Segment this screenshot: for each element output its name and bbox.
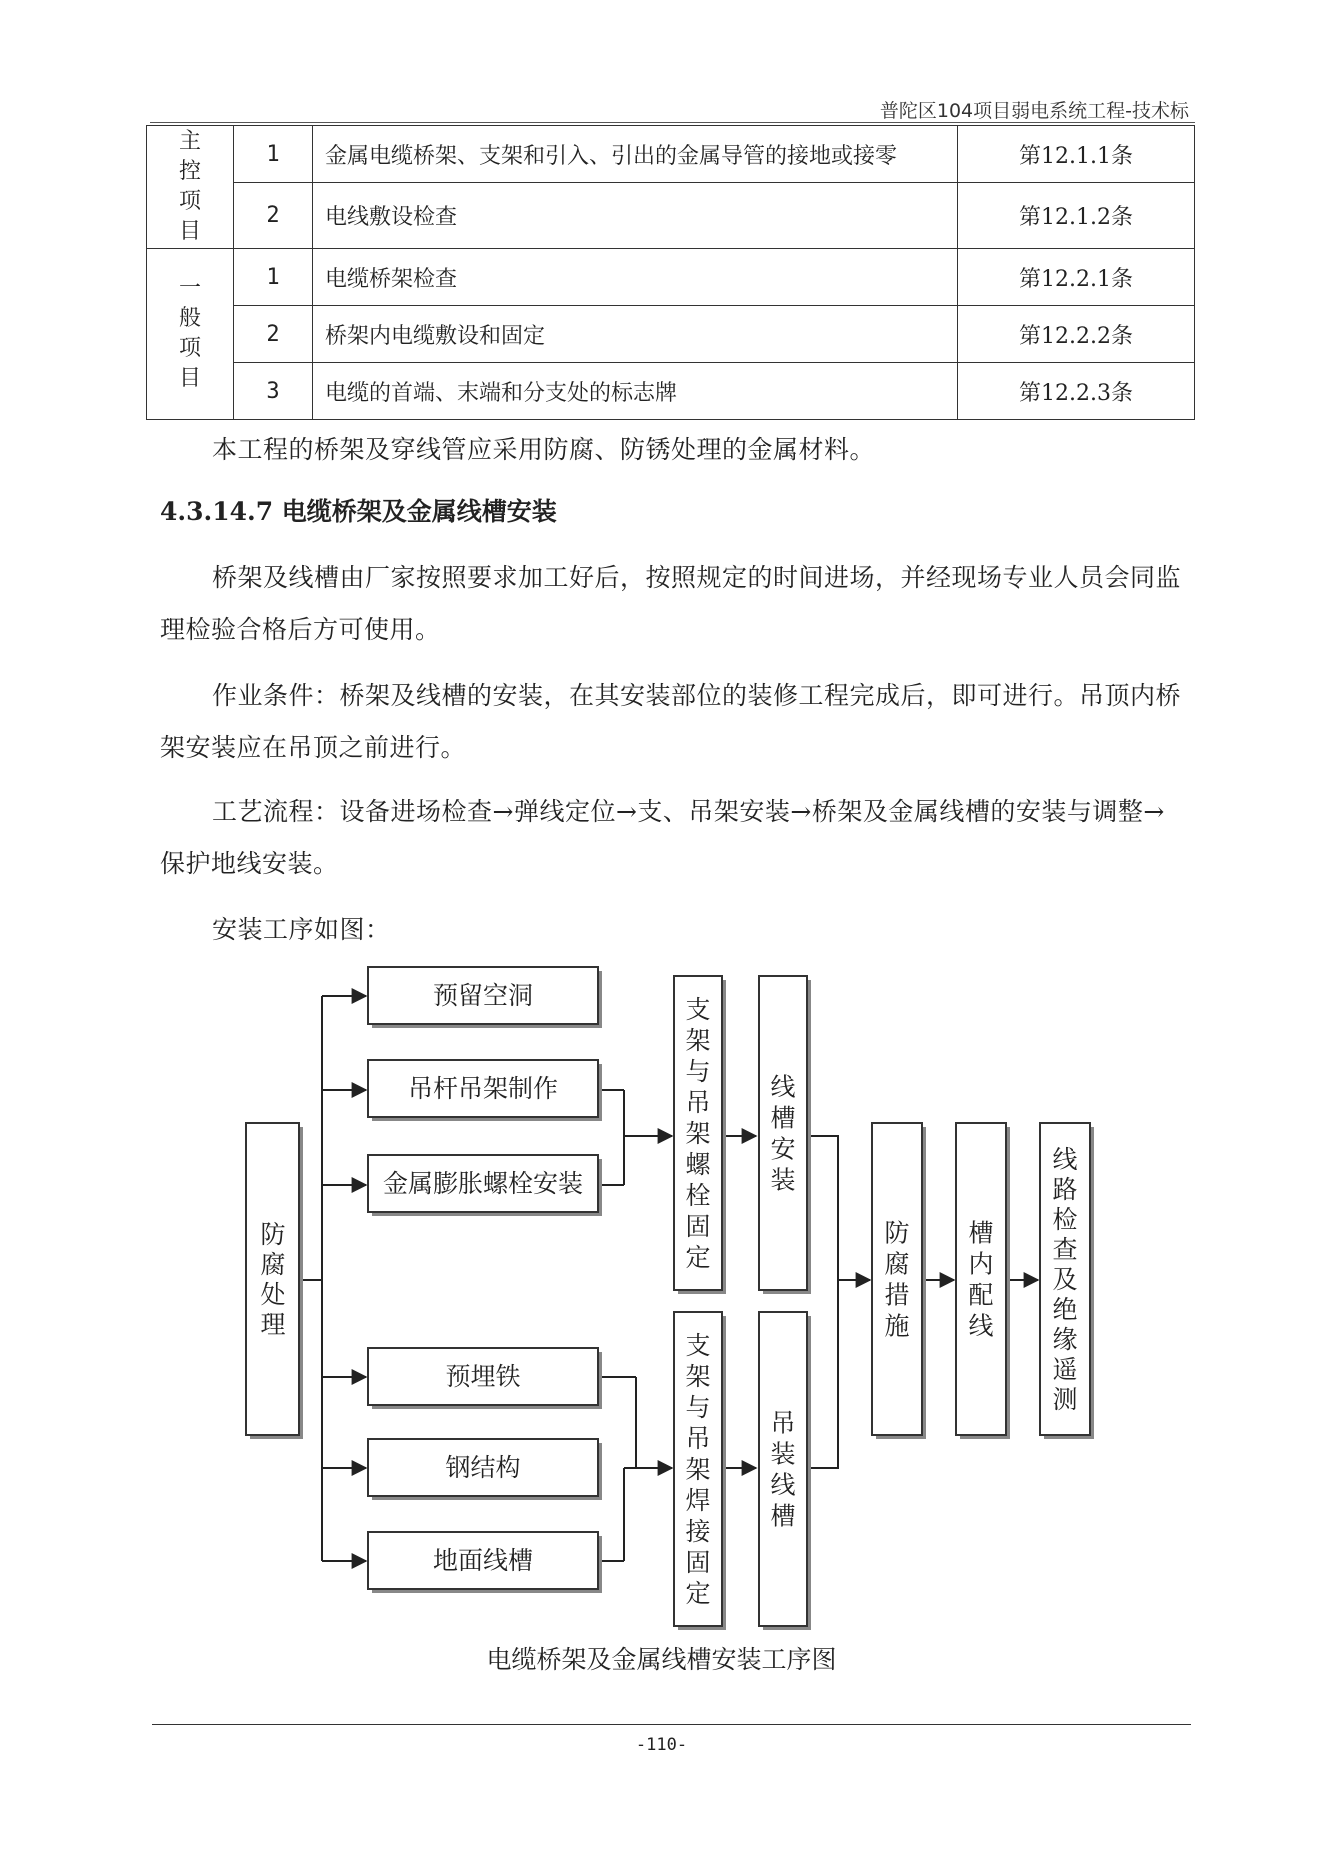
row-item: 电线敷设检查 (313, 183, 958, 249)
row-item: 桥架内电缆敷设和固定 (313, 306, 958, 363)
row-clause: 第12.2.2条 (958, 306, 1195, 363)
flow-box-insulation-test-label: 线路检查及绝缘遥测 (1052, 1145, 1078, 1414)
row-number: 2 (234, 183, 313, 249)
figure-caption: 电缆桥架及金属线槽安装工序图 (486, 1645, 837, 1674)
flow-box-hanger-fabrication (368, 1060, 602, 1121)
footer-divider (152, 1724, 1191, 1725)
group-char: 主 (178, 129, 201, 154)
flow-box-start (246, 1123, 303, 1439)
row-number: 1 (234, 249, 313, 306)
flow-box-label: 金属膨胀螺栓安装 (382, 1169, 584, 1198)
flow-box-label: 预埋铁 (445, 1362, 521, 1391)
paragraph-conditions: 作业条件：桥架及线槽的安装，在其安装部位的装修工程完成后，即可进行。吊顶内桥架安装应在吊顶之前进行。 (160, 681, 1182, 762)
flow-box-wiring-label: 槽内配线 (968, 1218, 994, 1341)
flow-box-anticorrosion-label: 防腐措施 (884, 1218, 910, 1341)
flow-box-expansion-bolt (368, 1155, 602, 1216)
flow-box-trunking-install-label: 线槽安装 (770, 1072, 796, 1195)
flow-box-label: 钢结构 (445, 1453, 521, 1482)
flow-box-reserved-hole (368, 967, 602, 1028)
group-char: 控 (178, 159, 201, 184)
group-char: 目 (178, 366, 201, 391)
row-number: 1 (234, 126, 313, 183)
flow-box-label: 预留空洞 (432, 981, 534, 1010)
flow-box-floor-trunking (368, 1532, 602, 1593)
flow-box-trunking-install (759, 976, 811, 1294)
flow-box-start-label: 防腐处理 (260, 1220, 286, 1339)
flow-box-anticorrosion (872, 1123, 926, 1439)
flow-box-weld-fixing-label: 支架与吊架焊接固定 (685, 1331, 711, 1608)
row-number: 2 (234, 306, 313, 363)
flow-box-insulation-test (1040, 1123, 1094, 1439)
row-number: 3 (234, 363, 313, 420)
paragraph-intro: 安装工序如图： (212, 915, 391, 944)
flow-box-steel-structure (368, 1439, 602, 1500)
flow-box-weld-fixing (674, 1312, 726, 1630)
row-item: 电缆的首端、末端和分支处的标志牌 (313, 363, 958, 420)
paragraph-delivery: 桥架及线槽由厂家按照要求加工好后，按照规定的时间进场，并经现场专业人员会同监理检验合格后方可使用。 (160, 563, 1182, 644)
flow-box-hoist-trunking-label: 吊装线槽 (770, 1408, 796, 1531)
row-item: 金属电缆桥架、支架和引入、引出的金属导管的接地或接零 (313, 126, 958, 183)
flow-box-bolt-fixing-label: 支架与吊架螺栓固定 (685, 995, 711, 1272)
paragraph-materials: 本工程的桥架及穿线管应采用防腐、防锈处理的金属材料。 (212, 435, 876, 464)
row-clause: 第12.2.3条 (958, 363, 1195, 420)
row-clause: 第12.1.1条 (958, 126, 1195, 183)
header-title: 普陀区104项目弱电系统工程-技术标 (879, 100, 1189, 122)
flow-box-label: 地面线槽 (432, 1546, 534, 1575)
row-clause: 第12.2.1条 (958, 249, 1195, 306)
group-char: 项 (178, 189, 201, 214)
flow-box-hoist-trunking (759, 1312, 811, 1630)
flow-box-label: 吊杆吊架制作 (407, 1074, 559, 1103)
group-char: 一 (178, 276, 201, 301)
group-char: 目 (178, 219, 201, 244)
flow-box-wiring (956, 1123, 1010, 1439)
flow-box-bolt-fixing (674, 976, 726, 1294)
page-number: -110- (635, 1735, 688, 1755)
paragraph-process: 工艺流程：设备进场检查→弹线定位→支、吊架安装→桥架及金属线槽的安装与调整→保护地线安装。 (160, 797, 1165, 878)
flow-box-embedded-iron (368, 1348, 602, 1409)
section-heading: 4.3.14.7 电缆桥架及金属线槽安装 (160, 497, 557, 526)
row-clause: 第12.1.2条 (958, 183, 1195, 249)
group-char: 项 (178, 336, 201, 361)
group-char: 般 (178, 306, 201, 331)
row-item: 电缆桥架检查 (313, 249, 958, 306)
